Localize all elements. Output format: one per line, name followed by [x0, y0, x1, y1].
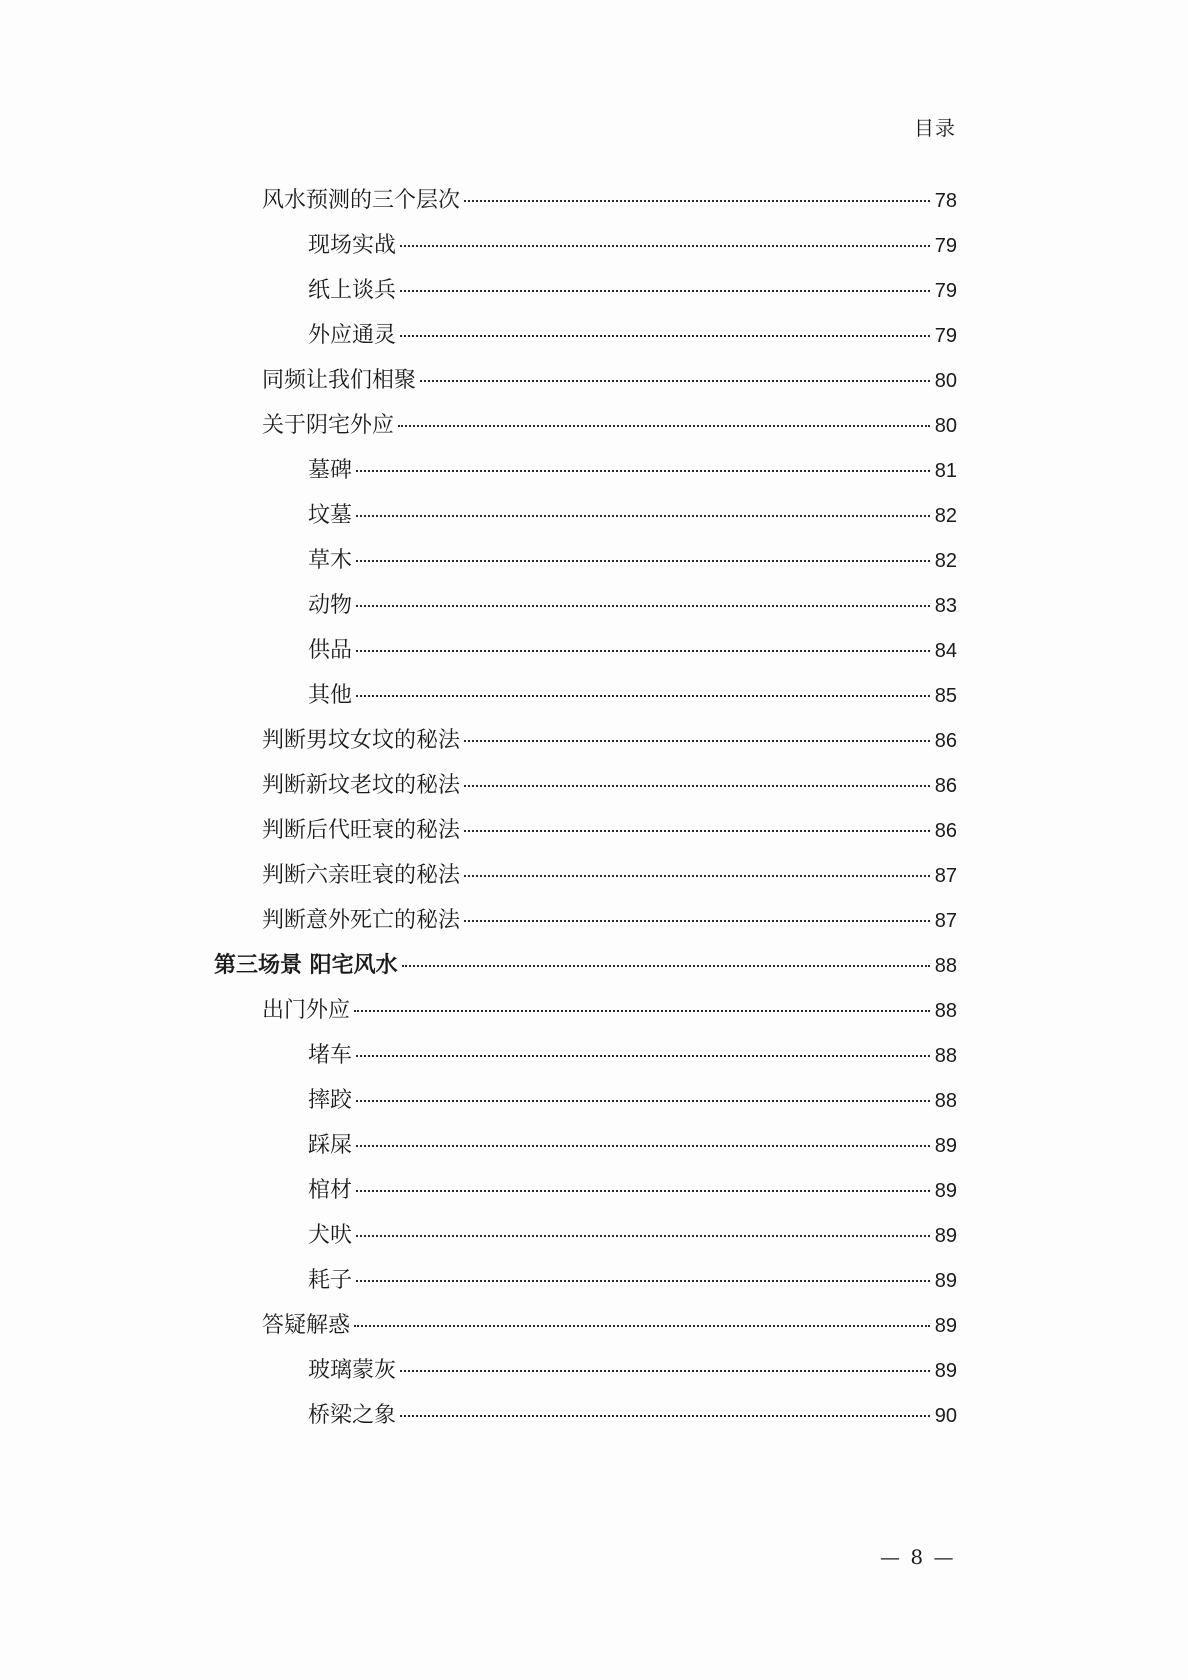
dot-leader [356, 1280, 930, 1282]
toc-entry-page-number: 79 [934, 280, 957, 302]
toc-entry-page-number: 79 [934, 325, 957, 347]
toc-entry-page-number: 88 [934, 1090, 957, 1112]
dot-leader [400, 290, 930, 292]
toc-entry-page-number: 85 [934, 685, 957, 707]
toc-entry-page-number: 81 [934, 460, 957, 482]
running-header: 目录 [914, 116, 956, 140]
toc-entry-title: 判断新坟老坟的秘法 [262, 773, 461, 798]
toc-entry-title: 动物 [308, 593, 353, 618]
toc-entry[interactable] [0, 276, 1188, 321]
toc-entry-title: 同频让我们相聚 [262, 368, 417, 393]
toc-entry[interactable] [0, 861, 1188, 906]
toc-entry-title: 踩屎 [308, 1133, 353, 1158]
toc-entry-title: 摔跤 [308, 1088, 353, 1113]
toc-entry-page-number: 88 [934, 1000, 957, 1022]
dot-leader [356, 695, 930, 697]
toc-entry[interactable] [0, 1221, 1188, 1266]
toc-entry-title: 答疑解惑 [262, 1313, 351, 1338]
toc-entry[interactable] [0, 1266, 1188, 1311]
page-number: — 8 — [880, 1545, 956, 1569]
toc-entry-page-number: 86 [934, 730, 957, 752]
dot-leader [464, 785, 930, 787]
toc-entry-title: 犬吠 [308, 1223, 353, 1248]
toc-entry-page-number: 89 [934, 1360, 957, 1382]
toc-entry[interactable] [0, 726, 1188, 771]
toc-entry[interactable] [0, 501, 1188, 546]
toc-entry[interactable] [0, 1176, 1188, 1221]
toc-entry[interactable] [0, 1131, 1188, 1176]
toc-entry-title: 坟墓 [308, 503, 353, 528]
toc-entry-page-number: 82 [934, 505, 957, 527]
toc-entry-title: 判断后代旺衰的秘法 [262, 818, 461, 843]
toc-entry[interactable] [0, 681, 1188, 726]
dot-leader [356, 470, 930, 472]
toc-entry-title: 判断六亲旺衰的秘法 [262, 863, 461, 888]
dot-leader [356, 605, 930, 607]
toc-entry[interactable] [0, 636, 1188, 681]
toc-entry-page-number: 86 [934, 775, 957, 797]
table-of-contents [0, 186, 1188, 1446]
toc-entry-page-number: 79 [934, 235, 957, 257]
toc-entry-page-number: 89 [934, 1135, 957, 1157]
dot-leader [464, 200, 930, 202]
toc-entry-title: 现场实战 [308, 233, 397, 258]
toc-entry[interactable] [0, 951, 1188, 996]
toc-entry-page-number: 90 [934, 1405, 957, 1427]
toc-entry[interactable] [0, 906, 1188, 951]
toc-entry-title: 判断男坟女坟的秘法 [262, 728, 461, 753]
toc-entry[interactable] [0, 1041, 1188, 1086]
toc-entry[interactable] [0, 1356, 1188, 1401]
toc-entry[interactable] [0, 231, 1188, 276]
dot-leader [464, 875, 930, 877]
toc-entry[interactable] [0, 321, 1188, 366]
toc-entry[interactable] [0, 1311, 1188, 1356]
toc-entry-title: 供品 [308, 638, 353, 663]
toc-entry-page-number: 89 [934, 1225, 957, 1247]
toc-entry-page-number: 88 [934, 955, 957, 977]
toc-entry-title: 纸上谈兵 [308, 278, 397, 303]
toc-entry-page-number: 84 [934, 640, 957, 662]
toc-entry[interactable] [0, 366, 1188, 411]
toc-entry-title: 判断意外死亡的秘法 [262, 908, 461, 933]
toc-entry-title: 墓碑 [308, 458, 353, 483]
dot-leader [464, 740, 930, 742]
toc-entry-title: 出门外应 [262, 998, 351, 1023]
toc-entry[interactable] [0, 591, 1188, 636]
toc-entry[interactable] [0, 411, 1188, 456]
toc-entry-page-number: 89 [934, 1315, 957, 1337]
dot-leader [356, 1235, 930, 1237]
dot-leader [464, 830, 930, 832]
dot-leader [356, 1190, 930, 1192]
toc-entry-title: 风水预测的三个层次 [262, 188, 461, 213]
dot-leader [356, 515, 930, 517]
toc-entry[interactable] [0, 771, 1188, 816]
toc-entry[interactable] [0, 996, 1188, 1041]
dot-leader [398, 425, 930, 427]
toc-entry-title: 第三场景 阳宅风水 [214, 953, 398, 978]
toc-entry[interactable] [0, 816, 1188, 861]
toc-entry-title: 关于阴宅外应 [262, 413, 395, 438]
toc-entry[interactable] [0, 186, 1188, 231]
dot-leader [356, 1100, 930, 1102]
toc-entry-page-number: 86 [934, 820, 957, 842]
toc-entry[interactable] [0, 456, 1188, 501]
toc-entry[interactable] [0, 1086, 1188, 1131]
toc-entry-title: 堵车 [308, 1043, 353, 1068]
dot-leader [354, 1010, 930, 1012]
toc-entry-page-number: 87 [934, 865, 957, 887]
toc-entry-page-number: 83 [934, 595, 957, 617]
dot-leader [400, 335, 930, 337]
toc-entry-page-number: 88 [934, 1045, 957, 1067]
toc-entry-page-number: 78 [934, 190, 957, 212]
toc-entry-title: 桥梁之象 [308, 1403, 397, 1428]
toc-entry-title: 棺材 [308, 1178, 353, 1203]
toc-entry[interactable] [0, 546, 1188, 591]
dot-leader [356, 1055, 930, 1057]
toc-entry-title: 草木 [308, 548, 353, 573]
toc-entry-title: 耗子 [308, 1268, 353, 1293]
toc-entry-title: 其他 [308, 683, 353, 708]
toc-entry-page-number: 89 [934, 1180, 957, 1202]
toc-entry-title: 外应通灵 [308, 323, 397, 348]
toc-entry-page-number: 89 [934, 1270, 957, 1292]
dot-leader [420, 380, 930, 382]
toc-entry-page-number: 87 [934, 910, 957, 932]
toc-entry-page-number: 80 [934, 370, 957, 392]
toc-entry-page-number: 82 [934, 550, 957, 572]
dot-leader [354, 1325, 930, 1327]
dot-leader [400, 1370, 930, 1372]
dot-leader [400, 1415, 930, 1417]
dot-leader [356, 1145, 930, 1147]
dot-leader [356, 560, 930, 562]
toc-entry-title: 玻璃蒙灰 [308, 1358, 397, 1383]
dot-leader [464, 920, 930, 922]
dot-leader [400, 245, 930, 247]
toc-entry-page-number: 80 [934, 415, 957, 437]
dot-leader [402, 965, 930, 967]
dot-leader [356, 650, 930, 652]
toc-entry[interactable] [0, 1401, 1188, 1446]
